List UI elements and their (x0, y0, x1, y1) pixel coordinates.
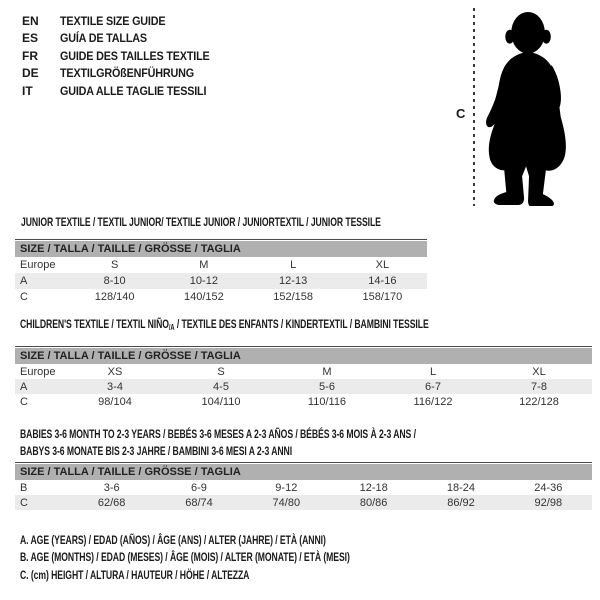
language-row-it (22, 83, 226, 100)
size-cell: M (322, 365, 332, 378)
value-cell: 92/98 (505, 495, 592, 510)
value-cell: 12-13 (249, 273, 338, 289)
value-cell: 24-36 (534, 481, 563, 494)
value-cell: 80/86 (330, 495, 417, 510)
babies-title-line1: BABIES 3-6 MONTH TO 2-3 YEARS / BEBÉS 3-6 MESES A 2-3 AÑOS / BÉBÉS 3-6 MOIS À 2-3 ANS / (20, 427, 416, 441)
height-measure-label: C (456, 106, 466, 121)
legend-note-b: B. AGE (MONTHS) / EDAD (MESES) / ÂGE (MOIS) / ALTER (MONATE) / ETÀ (MESI) (20, 550, 350, 565)
babies-section-title (20, 426, 570, 459)
value-cell: 14-16 (338, 273, 427, 289)
europe-row (15, 257, 427, 273)
size-cell: L (290, 259, 297, 271)
row-label-cell: A (15, 273, 70, 289)
row-label-cell: C (15, 495, 68, 510)
children-title-pre: CHILDREN'S TEXTILE / TEXTIL NIÑO (20, 317, 169, 331)
toddler-silhouette-shapes (486, 12, 566, 206)
value-cell: 7-8 (486, 379, 592, 394)
size-cell: M (199, 259, 209, 271)
babies-table (15, 464, 592, 510)
language-code: ES (22, 31, 39, 46)
age-years-row (15, 273, 427, 289)
value-cell: 86/92 (417, 495, 504, 510)
row-label-cell: A (15, 379, 62, 394)
value-cell: 18-24 (446, 481, 476, 494)
height-row (15, 495, 592, 510)
value-cell: 98/104 (98, 395, 132, 408)
value-cell: 10-12 (159, 273, 248, 289)
row-label-cell: C (20, 291, 28, 303)
age-months-row (15, 480, 592, 495)
size-header-bar: SIZE / TALLA / TAILLE / GRÖSSE / TAGLIA (15, 348, 592, 364)
value-cell: 68/74 (155, 495, 242, 510)
value-cell: 3-6 (103, 481, 120, 494)
value-cell: 74/80 (243, 495, 330, 510)
size-header-bar: SIZE / TALLA / TAILLE / GRÖSSE / TAGLIA (15, 241, 427, 257)
junior-size-table (15, 239, 427, 305)
toddler-silhouette-image (482, 8, 582, 206)
size-header-bar: SIZE / TALLA / TAILLE / GRÖSSE / TAGLIA (15, 464, 592, 480)
silhouette-ear-right (542, 30, 551, 44)
children-table (15, 348, 592, 409)
language-code: DE (22, 66, 39, 81)
size-header-row (15, 241, 427, 257)
value-cell: 116/122 (413, 395, 453, 408)
babies-title-line2: BABYS 3-6 MONATE BIS 2-3 JAHRE / BAMBINI 3-6 MESI A 2-3 ANNI (20, 443, 293, 458)
europe-row (15, 364, 592, 379)
value-cell: 122/128 (519, 395, 559, 408)
legend-note-a: A. AGE (YEARS) / EDAD (AÑOS) / ÂGE (ANS) / ALTER (JAHRE) / ETÀ (ANNI) (20, 533, 326, 547)
value-cell: 152/158 (273, 291, 313, 303)
children-title-post: / TEXTILE DES ENFANTS / KINDERTEXTIL / BAMBINI TESSILE (174, 317, 429, 331)
children-section-title (20, 317, 588, 332)
guide-title-it: GUIDA ALLE TAGLIE TESSILI (60, 83, 207, 98)
value-cell: 62/68 (68, 495, 155, 510)
value-cell: 6-7 (380, 379, 486, 394)
language-row-de (22, 65, 226, 82)
size-header-row (15, 464, 592, 480)
value-cell: 3-4 (62, 379, 168, 394)
height-row (15, 394, 592, 409)
value-cell: 9-12 (275, 481, 298, 494)
row-label-cell: Europe (20, 365, 56, 378)
guide-title-fr: GUIDE DES TAILLES TEXTILE (60, 48, 210, 63)
babies-size-table (15, 462, 592, 510)
height-row (15, 289, 427, 305)
silhouette-head (511, 12, 545, 54)
size-header-row (15, 348, 592, 364)
value-cell: 5-6 (274, 379, 380, 394)
guide-title-es: GUÍA DE TALLAS (60, 31, 147, 46)
size-cell: L (429, 365, 437, 378)
guide-title-de: TEXTILGRÖßENFÜHRUNG (60, 66, 194, 81)
language-code: IT (22, 83, 33, 98)
children-title-subscript: /A (168, 323, 175, 332)
row-label-cell: Europe (20, 259, 56, 271)
height-measure-dashed-line (473, 8, 475, 206)
size-cell: XL (532, 365, 546, 378)
guide-title-en: TEXTILE SIZE GUIDE (60, 14, 166, 28)
size-cell: XL (375, 259, 390, 271)
size-cell: S (217, 365, 225, 378)
size-cell: XS (107, 365, 123, 378)
value-cell: 6-9 (191, 481, 207, 494)
legend-note-c: C. (cm) HEIGHT / ALTURA / HAUTEUR / HÖHE / ALTEZZA (20, 567, 250, 582)
language-row-es (22, 30, 226, 47)
size-cell: S (110, 259, 119, 271)
junior-table (15, 241, 427, 305)
value-cell: 158/170 (362, 291, 403, 303)
legend-notes (20, 532, 478, 584)
row-label-cell: C (20, 395, 28, 408)
value-cell: 128/140 (94, 291, 135, 303)
silhouette-ear-left (505, 30, 514, 44)
row-label-cell: B (20, 481, 28, 494)
value-cell: 104/110 (201, 395, 241, 408)
language-title-list (22, 13, 226, 100)
value-cell: 140/152 (183, 291, 224, 303)
language-row-en (22, 13, 226, 30)
value-cell: 8-10 (70, 273, 159, 289)
age-years-row (15, 379, 592, 394)
language-code: FR (22, 48, 38, 63)
value-cell: 110/116 (307, 395, 347, 408)
junior-section-title: JUNIOR TEXTILE / TEXTIL JUNIOR/ TEXTILE JUNIOR / JUNIORTEXTIL / JUNIOR TESSILE (21, 215, 381, 229)
value-cell: 12-18 (359, 481, 388, 494)
language-code: EN (22, 14, 39, 28)
language-row-fr (22, 48, 226, 65)
value-cell: 4-5 (168, 379, 274, 394)
children-size-table (15, 346, 592, 409)
